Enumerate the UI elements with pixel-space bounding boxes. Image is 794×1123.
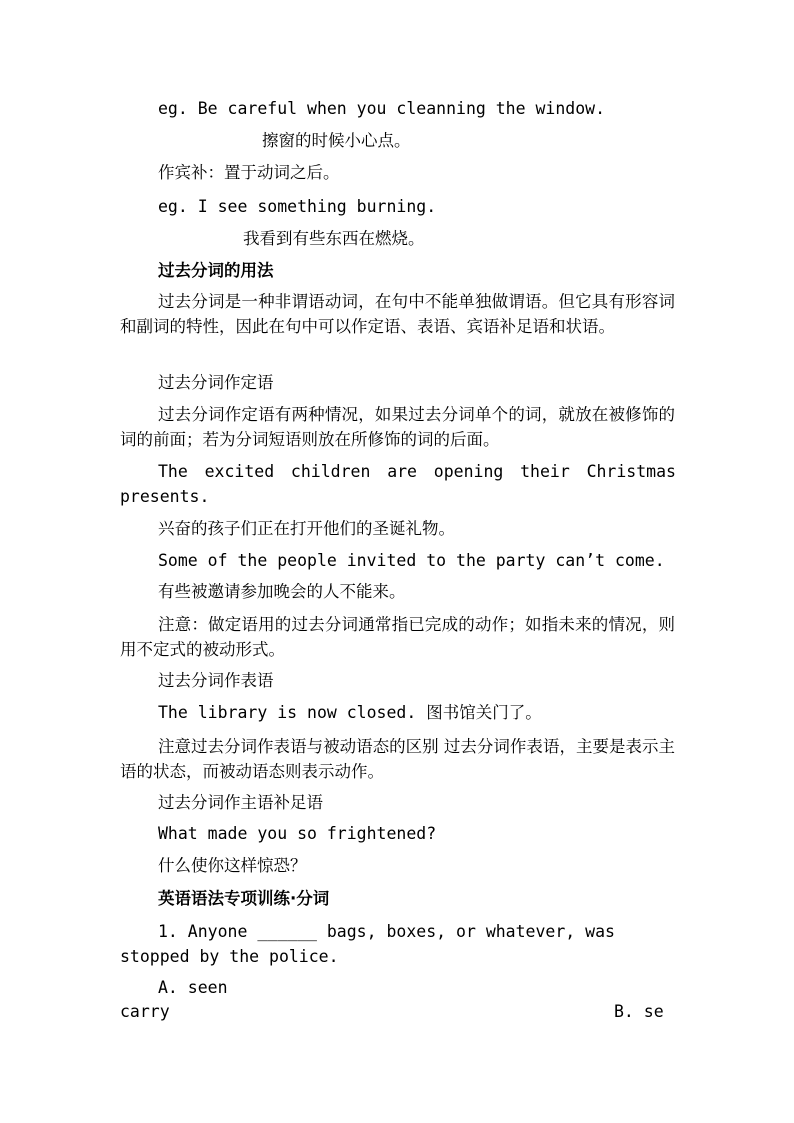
example-sentence: What made you so frightened?	[158, 824, 437, 843]
example-sentence-justified: The excited children are opening their Christmas	[158, 462, 676, 481]
example-sentence: The library is now closed. 图书馆关门了。	[158, 703, 542, 722]
example-translation: 擦窗的时候小心点。	[262, 131, 411, 150]
example-translation: 我看到有些东西在燃烧。	[243, 229, 425, 248]
subsection-heading: 过去分词作主语补足语	[158, 793, 323, 812]
example-sentence-tail: presents.	[120, 487, 210, 506]
subsection-heading: 过去分词作定语	[158, 373, 274, 392]
example-translation: 什么使你这样惊恐？	[158, 856, 307, 875]
rule-text: 作宾补：置于动词之后。	[158, 163, 340, 182]
section-heading: 过去分词的用法	[158, 261, 274, 280]
example-sentence: eg. I see something burning.	[158, 197, 437, 216]
option-a: A. seen	[158, 978, 228, 997]
example-translation: 兴奋的孩子们正在打开他们的圣诞礼物。	[158, 519, 455, 538]
example-sentence: Some of the people invited to the party can’t come.	[158, 551, 665, 570]
paragraph: 过去分词是一种非谓语动词，在句中不能单独做谓语。但它具有形容词和副词的特性，因此在句中可以作定语、表语、宾语补足语和状语。	[120, 292, 675, 336]
section-heading: 英语语法专项训练·分词	[158, 889, 330, 908]
subsection-heading: 过去分词作表语	[158, 671, 274, 690]
paragraph: 过去分词作定语有两种情况，如果过去分词单个的词，就放在被修饰的词的前面；若为分词短语则放在所修饰的词的后面。	[120, 405, 675, 449]
note-paragraph: 注意：做定语用的过去分词通常指已完成的动作；如指未来的情况，则用不定式的被动形式。	[120, 615, 675, 659]
example-sentence: eg. Be careful when you cleanning the window.	[158, 99, 606, 118]
note-paragraph: 注意过去分词作表语与被动语态的区别 过去分词作表语，主要是表示主语的状态，而被动语态则表示动作。	[120, 737, 675, 781]
option-a-continuation: carry	[120, 1002, 170, 1021]
example-translation: 有些被邀请参加晚会的人不能来。	[158, 582, 406, 601]
option-b: B. se	[614, 1002, 664, 1021]
question-1: 1. Anyone ______ bags, boxes, or whatever, was stopped by the police.	[120, 922, 615, 966]
example-sentence-line	[158, 461, 676, 483]
